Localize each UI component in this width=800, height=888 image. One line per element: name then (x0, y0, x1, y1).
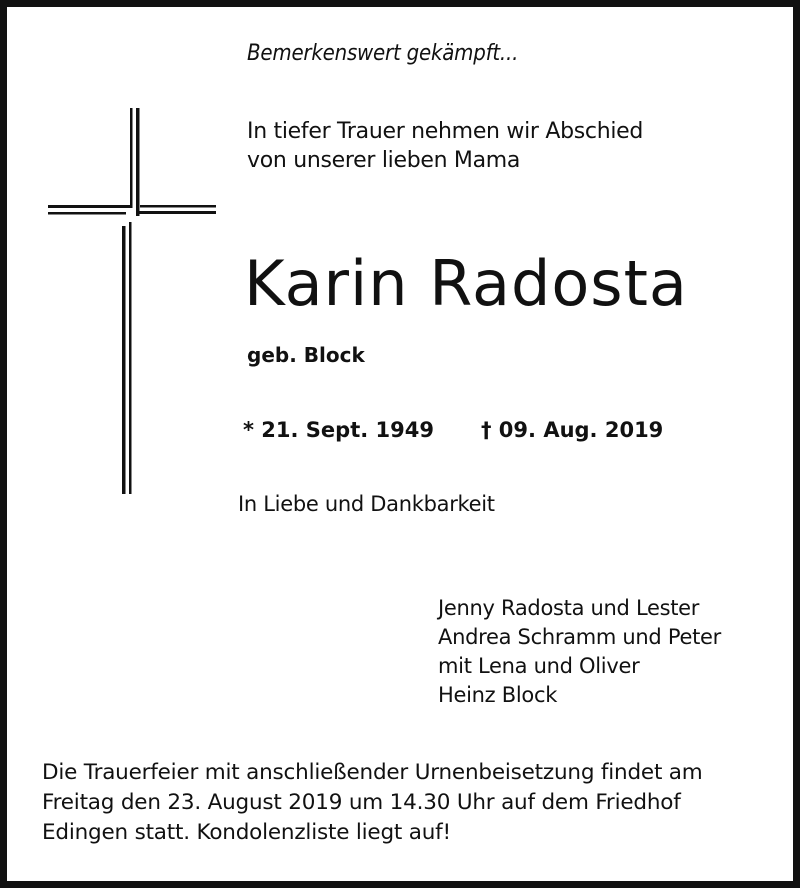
service-details (42, 758, 703, 848)
tagline: Bemerkenswert gekämpft... (247, 41, 519, 66)
family-member: Heinz Block (438, 683, 558, 707)
service-line: Edingen statt. Kondolenzliste liegt auf! (42, 820, 451, 845)
service-line: Freitag den 23. August 2019 um 14.30 Uhr auf dem Friedhof (42, 790, 681, 815)
intro-line: In tiefer Trauer nehmen wir Abschied (247, 119, 644, 144)
maiden-name: geb. Block (247, 343, 365, 367)
closing-phrase: In Liebe und Dankbarkeit (238, 492, 495, 516)
intro-text (247, 117, 643, 175)
intro-line: von unserer lieben Mama (247, 148, 521, 173)
birth-date: * 21. Sept. 1949 (243, 418, 434, 442)
family-member: Jenny Radosta und Lester (438, 596, 700, 620)
family-member: Andrea Schramm und Peter (438, 625, 721, 649)
family-member: mit Lena und Oliver (438, 654, 640, 678)
service-line: Die Trauerfeier mit anschließender Urnenbeisetzung findet am (42, 760, 703, 785)
family-signatures (438, 594, 721, 710)
death-date: † 09. Aug. 2019 (481, 418, 664, 442)
deceased-name: Karin Radosta (244, 247, 688, 320)
cross-icon (44, 108, 224, 498)
